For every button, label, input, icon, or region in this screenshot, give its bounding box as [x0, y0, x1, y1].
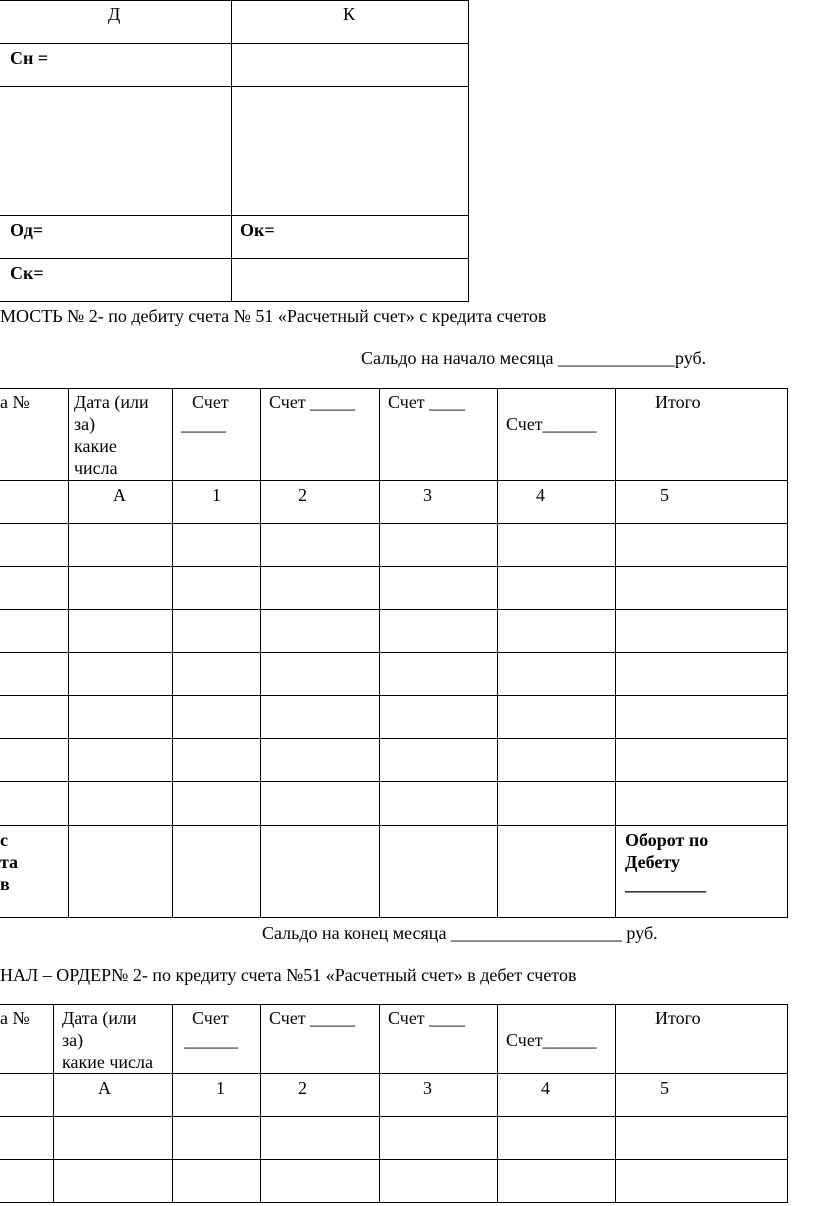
- table-border: [0, 1159, 788, 1160]
- debit-turnover-total-label: Дебету: [625, 852, 680, 872]
- table-border: [0, 480, 788, 481]
- footer-left-text: в: [0, 874, 10, 894]
- footer-left-text: с: [0, 830, 8, 850]
- header-account-1: Счет: [192, 1008, 229, 1028]
- header-account-4: Счет______: [506, 1030, 597, 1050]
- header-account-2: Счет _____: [269, 1008, 356, 1028]
- debit-turnover-total-blank: _________: [625, 874, 706, 894]
- table-border: [0, 1004, 788, 1005]
- table-border: [0, 0, 468, 1]
- closing-balance-line: Сальдо на конец месяца ___________________ руб.: [262, 923, 658, 943]
- table-border: [53, 1004, 54, 1203]
- index-cell: А: [113, 485, 126, 505]
- table-border: [0, 301, 468, 302]
- table-border: [468, 0, 469, 302]
- table-border: [379, 388, 380, 918]
- table-border: [231, 0, 232, 302]
- table-border: [172, 388, 173, 918]
- index-cell: 3: [423, 1078, 432, 1098]
- table-border: [379, 1004, 380, 1203]
- index-cell: 5: [660, 485, 669, 505]
- header-total: Итого: [655, 392, 701, 412]
- table-border: [0, 917, 788, 918]
- footer-left-text: та: [0, 852, 19, 872]
- index-cell: 1: [212, 485, 221, 505]
- table-border: [787, 1004, 788, 1203]
- table-border: [615, 388, 616, 918]
- closing-balance-label: Ск=: [10, 263, 44, 283]
- index-cell: 1: [216, 1078, 225, 1098]
- table-border: [0, 1116, 788, 1117]
- table-border: [0, 215, 468, 216]
- header-account-1-blank: _____: [181, 414, 226, 434]
- credit-column-header: К: [343, 4, 356, 24]
- journal-title: НАЛ – ОРДЕР№ 2- по кредиту счета №51 «Расчетный счет» в дебет счетов: [0, 965, 577, 985]
- header-number: а №: [0, 392, 30, 412]
- table-border: [497, 1004, 498, 1203]
- table-border: [0, 781, 788, 782]
- table-border: [0, 43, 468, 44]
- header-account-1-blank: ______: [184, 1030, 238, 1050]
- table-border: [0, 1202, 788, 1203]
- table-border: [172, 1004, 173, 1203]
- table-border: [0, 566, 788, 567]
- header-account-3: Счет ____: [388, 392, 466, 412]
- table-border: [0, 388, 788, 389]
- opening-balance-line: Сальдо на начало месяца _____________руб.: [361, 348, 707, 368]
- table-border: [615, 1004, 616, 1203]
- index-cell: 3: [423, 485, 432, 505]
- table-border: [0, 695, 788, 696]
- table-border: [0, 738, 788, 739]
- index-cell: А: [98, 1078, 111, 1098]
- header-total: Итого: [655, 1008, 701, 1028]
- header-date-line2: за): [74, 414, 96, 434]
- header-date-line1: Дата (или: [74, 392, 149, 412]
- table-border: [0, 86, 468, 87]
- header-date-line2: за): [62, 1030, 84, 1050]
- debit-turnover-total-label: Оборот по: [625, 830, 709, 850]
- table-border: [68, 388, 69, 918]
- index-cell: 2: [298, 485, 307, 505]
- index-cell: 4: [536, 485, 545, 505]
- header-account-4: Счет______: [506, 414, 597, 434]
- table-border: [260, 388, 261, 918]
- index-cell: 5: [660, 1078, 669, 1098]
- table-border: [0, 1073, 788, 1074]
- header-account-1: Счет: [192, 392, 229, 412]
- index-cell: 2: [298, 1078, 307, 1098]
- credit-turnover-label: Ок=: [240, 220, 275, 240]
- table-border: [787, 388, 788, 918]
- header-account-3: Счет ____: [388, 1008, 466, 1028]
- table-border: [0, 825, 788, 826]
- header-account-2: Счет _____: [269, 392, 356, 412]
- opening-balance-label: Сн =: [10, 48, 49, 68]
- header-number: а №: [0, 1008, 30, 1028]
- table-border: [0, 652, 788, 653]
- table-border: [260, 1004, 261, 1203]
- table-border: [0, 609, 788, 610]
- header-date-line3: какие: [74, 436, 117, 456]
- statement-title: МОСТЬ № 2- по дебиту счета № 51 «Расчетный счет» с кредита счетов: [0, 306, 547, 326]
- debit-column-header: Д: [108, 4, 121, 24]
- table-border: [0, 523, 788, 524]
- header-date-line3: какие числа: [62, 1052, 153, 1072]
- debit-turnover-label: Од=: [10, 220, 44, 240]
- index-cell: 4: [541, 1078, 550, 1098]
- header-date-line4: числа: [74, 458, 118, 478]
- header-date-line1: Дата (или: [62, 1008, 137, 1028]
- table-border: [0, 258, 468, 259]
- table-border: [497, 388, 498, 918]
